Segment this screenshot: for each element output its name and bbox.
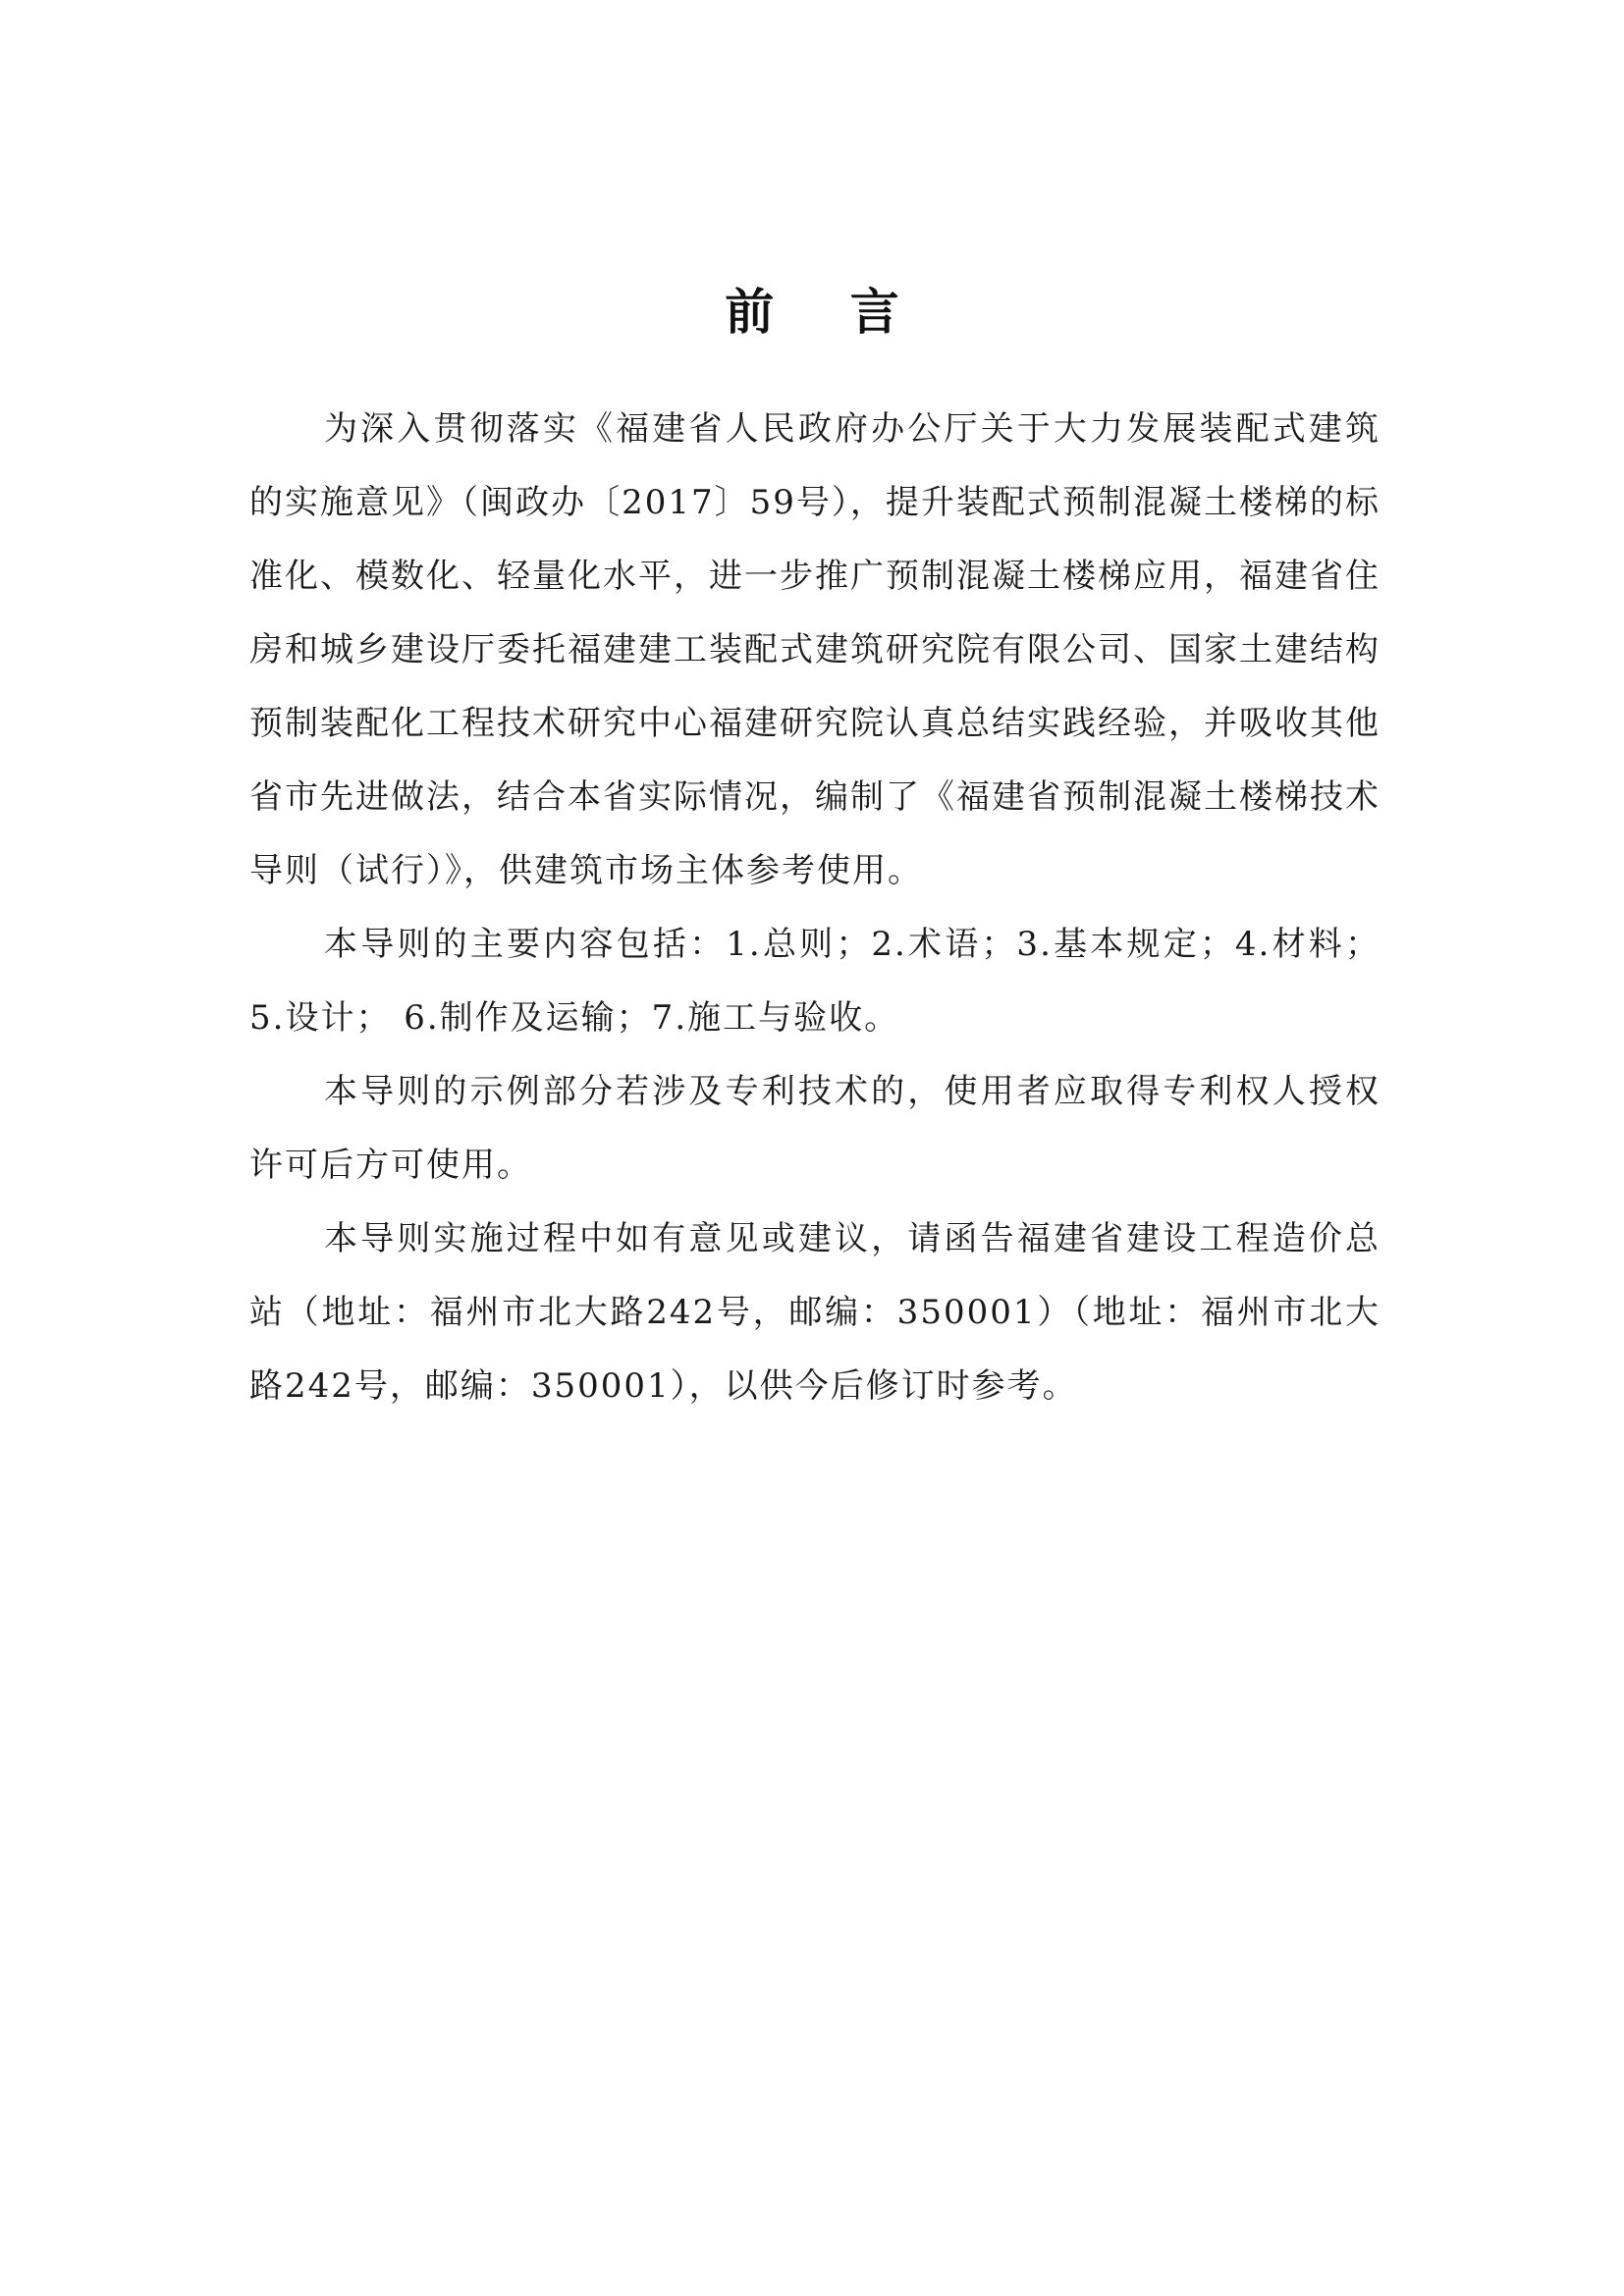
paragraph-background: 为深入贯彻落实《福建省人民政府办公厅关于大力发展装配式建筑的实施意见》（闽政办〔2017〕59号），提升装配式预制混凝土楼梯的标准化、模数化、轻量化水平，进一步推广预制混凝土楼梯应用，福建省住房和城乡建设厅委托福建建工装配式建筑研究院有限公司、国家土建结构预制装配化工程技术研究中心福建研究院认真总结实践经验，并吸收其他省市先进做法，结合本省实际情况，编制了《福建省预制混凝土楼梯技术导则（试行）》，供建筑市场主体参考使用。	[249, 409, 1380, 890]
paragraph-contents: 本导则的主要内容包括：1.总则；2.术语；3.基本规定；4.材料；5.设计； 6.制作及运输；7.施工与验收。	[249, 925, 1380, 1038]
paragraph-feedback: 本导则实施过程中如有意见或建议，请函告福建省建设工程造价总站（地址：福州市北大路242号，邮编：350001）（地址：福州市北大路242号，邮编：350001），以供今后修订时参考。	[249, 1219, 1380, 1406]
paragraph-patent-notice: 本导则的示例部分若涉及专利技术的，使用者应取得专利权人授权许可后方可使用。	[249, 1072, 1380, 1185]
page-title: 前 言	[725, 283, 929, 341]
preface-body	[249, 393, 1380, 1423]
